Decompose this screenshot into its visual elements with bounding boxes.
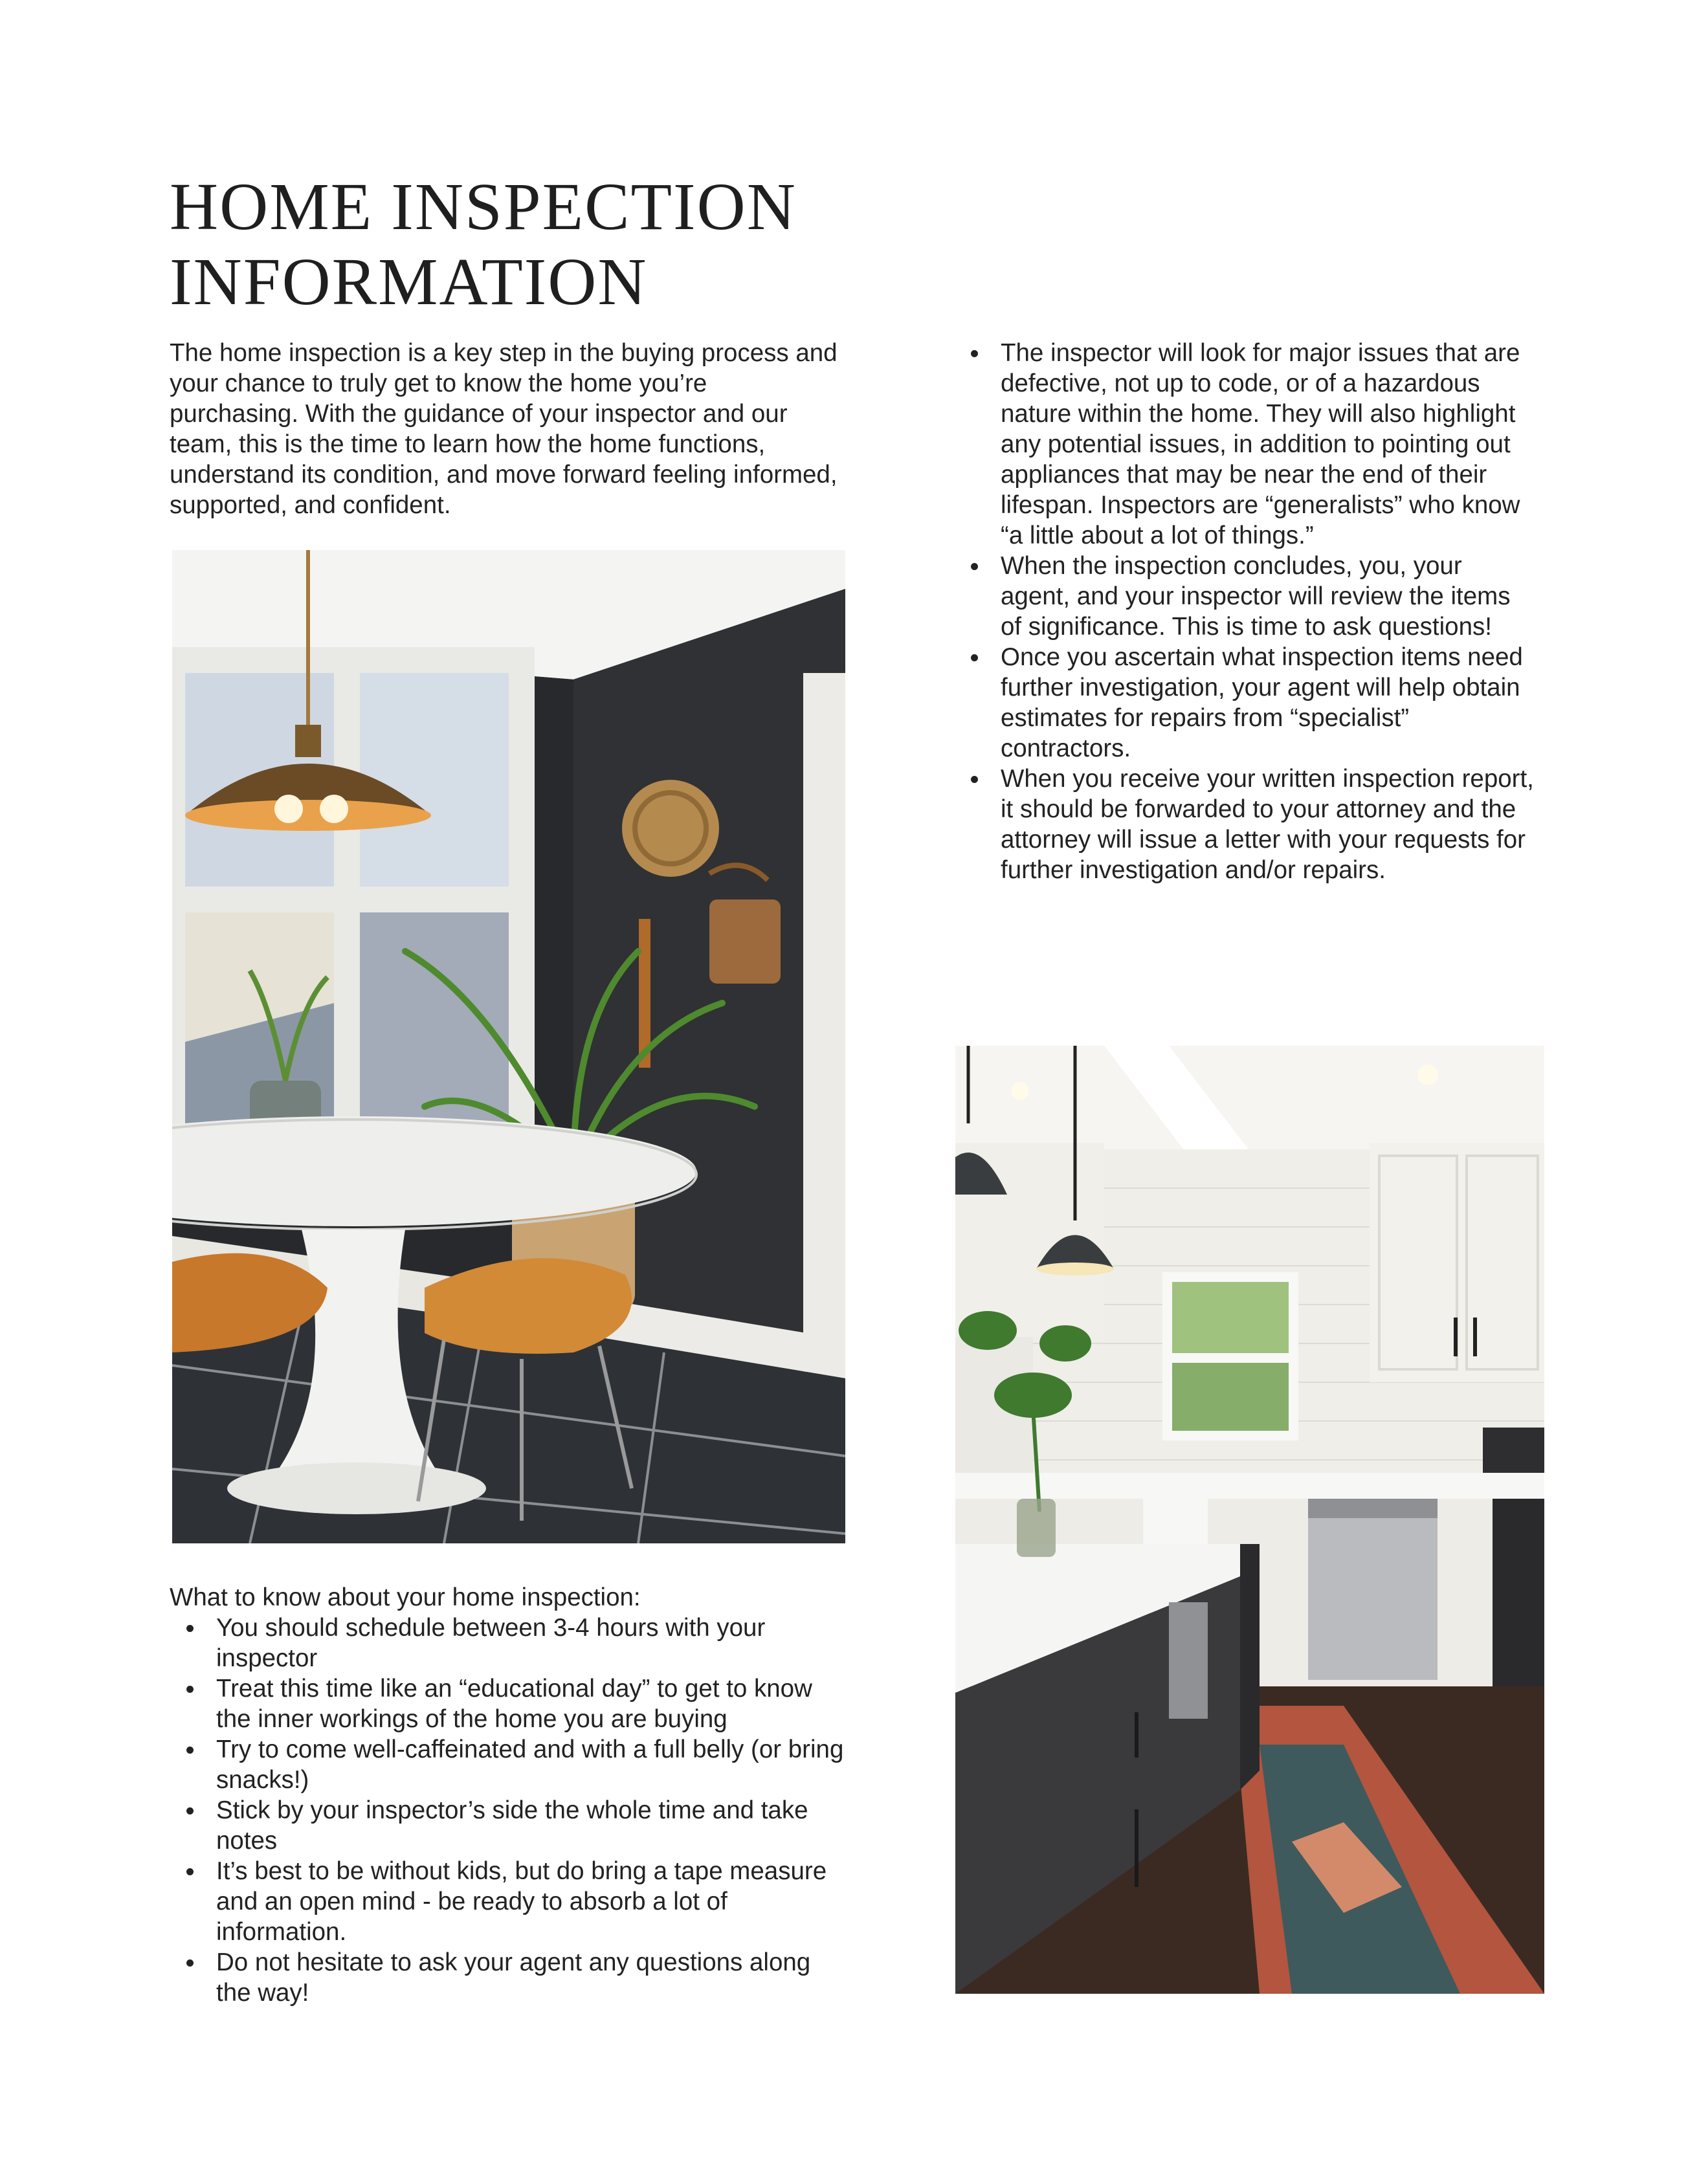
bullet-icon bbox=[186, 1807, 194, 1814]
bullet-icon bbox=[971, 350, 978, 357]
tip-text: Try to come well-caffeinated and with a full belly (or bring snacks!) bbox=[216, 1736, 844, 1794]
tip-text: Stick by your inspector’s side the whole time and take notes bbox=[216, 1796, 808, 1855]
bullet-icon bbox=[186, 1747, 194, 1754]
note-item bbox=[954, 642, 1537, 764]
intro-paragraph: The home inspection is a key step in the buying process and your chance to truly get to know the home you’re purchasing. With the guidance of your inspector and our team, this is the time to learn how the home functions, understand its condition, and move forward feeling informed, supported, and confident. bbox=[170, 339, 838, 519]
bullet-icon bbox=[971, 563, 978, 570]
kitchen-photo bbox=[955, 1046, 1544, 1994]
bullet-icon bbox=[186, 1868, 194, 1875]
tip-text: You should schedule between 3-4 hours with your inspector bbox=[216, 1614, 766, 1672]
bullet-icon bbox=[971, 776, 978, 783]
note-text: When the inspection concludes, you, your agent, and your inspector will review the items of significance. This is time to ask questions! bbox=[1001, 552, 1511, 641]
note-text: The inspector will look for major issues that are defective, not up to code, or of a hazardous nature within the home. They will also highlight any potential issues, in addition to pointing out appliances that may be near the end of their lifespan. Inspectors are “generalists” who know “a little about a lot of things.” bbox=[1001, 339, 1520, 549]
tip-item bbox=[170, 1795, 849, 1856]
tip-item bbox=[170, 1856, 849, 1947]
tip-item bbox=[170, 1613, 849, 1673]
tip-text: Treat this time like an “educational day” to get to know the inner workings of the home you are buying bbox=[216, 1675, 812, 1733]
inspection-notes-list bbox=[954, 338, 1537, 885]
tip-item bbox=[170, 1947, 849, 2008]
bullet-icon bbox=[971, 654, 978, 661]
dining-nook-illustration bbox=[172, 550, 845, 1543]
page-title bbox=[170, 170, 882, 320]
note-item bbox=[954, 338, 1537, 551]
tip-text: It’s best to be without kids, but do bring a tape measure and an open mind - be ready to absorb a lot of information. bbox=[216, 1857, 827, 1946]
note-item bbox=[954, 764, 1537, 885]
kitchen-illustration bbox=[955, 1046, 1544, 1994]
note-text: Once you ascertain what inspection items need further investigation, your agent will help obtain estimates for repairs from “specialist” contractors. bbox=[1001, 643, 1523, 762]
bullet-icon bbox=[186, 1625, 194, 1632]
tips-heading: What to know about your home inspection: bbox=[170, 1583, 641, 1611]
tips-list bbox=[170, 1613, 849, 2008]
note-item bbox=[954, 551, 1537, 642]
tip-item bbox=[170, 1734, 849, 1795]
title-line-1: HOME INSPECTION bbox=[170, 170, 797, 244]
dining-nook-photo bbox=[172, 550, 845, 1543]
tip-text: Do not hesitate to ask your agent any questions along the way! bbox=[216, 1948, 811, 2007]
bullet-icon bbox=[186, 1959, 194, 1967]
note-text: When you receive your written inspection report, it should be forwarded to your attorney and the attorney will issue a letter with your requests for further investigation and/or repairs. bbox=[1001, 765, 1534, 884]
title-line-2: INFORMATION bbox=[170, 245, 648, 319]
bullet-icon bbox=[186, 1686, 194, 1693]
tip-item bbox=[170, 1673, 849, 1734]
